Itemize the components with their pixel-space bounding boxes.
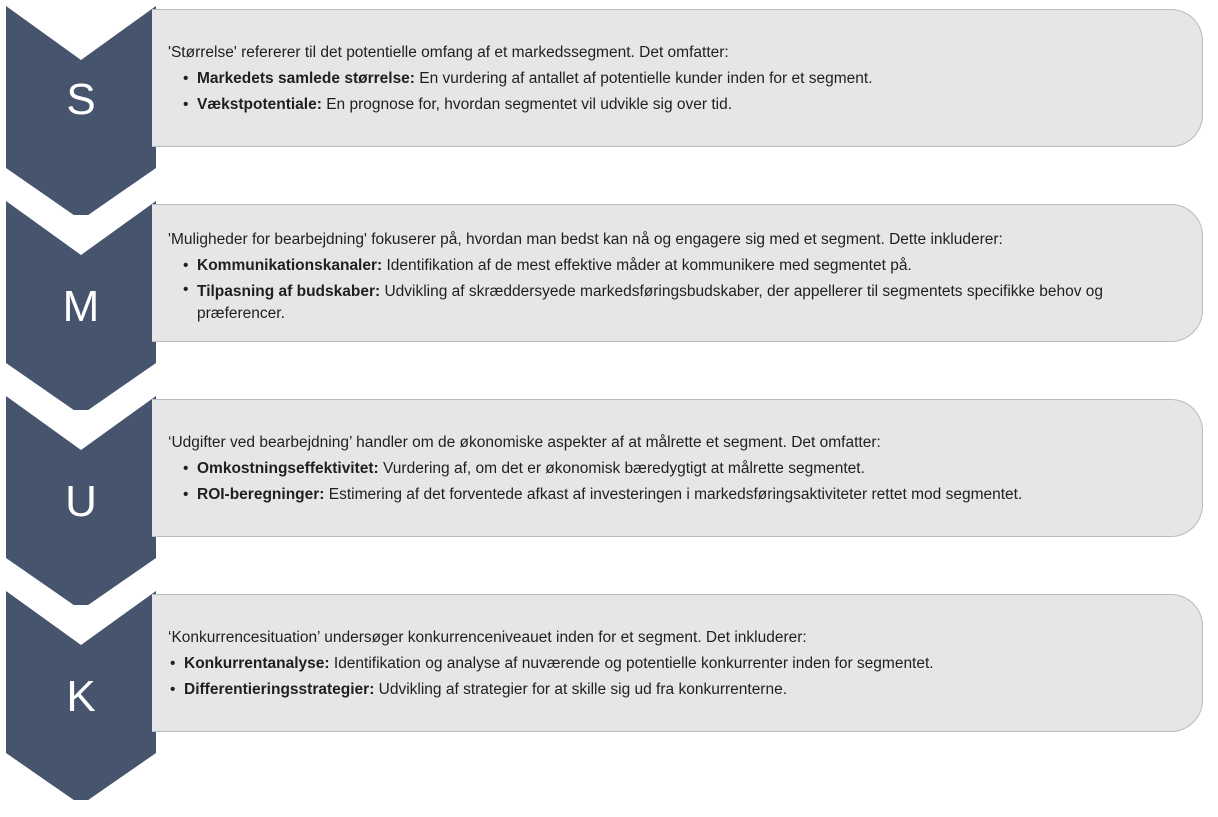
list-item xyxy=(181,253,1166,279)
list-item xyxy=(181,482,1166,508)
point-term: Vækstpotentiale: xyxy=(197,96,322,113)
bullet: • xyxy=(183,281,189,298)
section-intro: 'Størrelse' refererer til det potentielle omfang af et markedssegment. Det omfatter: xyxy=(168,44,729,61)
point-text: Identifikation af de mest effektive måder at kommunikere med segmentet på. xyxy=(382,257,912,274)
description-box xyxy=(152,399,1203,537)
bullet: • xyxy=(183,460,189,477)
section-s xyxy=(0,0,1218,215)
list-item xyxy=(181,456,1166,482)
point-term: Konkurrentanalyse: xyxy=(184,655,330,672)
section-intro: 'Muligheder for bearbejdning' fokuserer på, hvordan man bedst kan nå og engagere sig med et segment. Dette inkluderer: xyxy=(168,231,1003,248)
point-text: En prognose for, hvordan segmentet vil udvikle sig over tid. xyxy=(321,96,733,113)
bullet-list xyxy=(168,651,1166,703)
bullet-list xyxy=(168,66,1166,118)
bullet: • xyxy=(170,681,176,698)
chevron-letter: M xyxy=(62,282,100,331)
list-item xyxy=(168,677,1166,703)
chevron-letter: K xyxy=(66,672,96,721)
list-item xyxy=(181,279,1166,325)
bullet: • xyxy=(183,70,189,87)
description-box xyxy=(152,9,1203,147)
point-term: Differentieringsstrategier: xyxy=(184,681,375,698)
section-u xyxy=(0,390,1218,605)
point-text: Udvikling af skræddersyede markedsføringsbudskaber, der appellerer til segmentets specifikke behov og præferencer. xyxy=(197,283,1104,322)
point-term: ROI-beregninger: xyxy=(197,486,325,503)
section-k xyxy=(0,585,1218,800)
point-term: Kommunikationskanaler: xyxy=(197,257,383,274)
point-term: Omkostningseffektivitet: xyxy=(197,460,379,477)
point-term: Tilpasning af budskaber: xyxy=(197,283,381,300)
point-term: Markedets samlede størrelse: xyxy=(197,70,415,87)
bullet: • xyxy=(183,96,189,113)
point-text: Identifikation og analyse af nuværende og potentielle konkurrenter inden for segmentet. xyxy=(329,655,934,672)
point-text: Vurdering af, om det er økonomisk bæredygtigt at målrette segmentet. xyxy=(378,460,865,477)
chevron-letter: U xyxy=(65,477,97,526)
bullet: • xyxy=(183,257,189,274)
bullet: • xyxy=(170,655,176,672)
bullet-list xyxy=(168,253,1166,325)
section-m xyxy=(0,195,1218,410)
list-item xyxy=(181,92,1166,118)
description-box xyxy=(152,594,1203,732)
list-item xyxy=(181,66,1166,92)
chevron-letter: S xyxy=(66,75,96,124)
description-box xyxy=(152,204,1203,342)
bullet: • xyxy=(183,486,189,503)
point-text: Estimering af det forventede afkast af investeringen i markedsføringsaktiviteter rettet mod segmentet. xyxy=(324,486,1023,503)
section-intro: ‘Udgifter ved bearbejdning’ handler om de økonomiske aspekter af at målrette et segment. Det omfatter: xyxy=(168,434,881,451)
list-item xyxy=(168,651,1166,677)
bullet-list xyxy=(168,456,1166,508)
section-intro: ‘Konkurrencesituation’ undersøger konkurrenceniveauet inden for et segment. Det inkluderer: xyxy=(168,629,807,646)
point-text: En vurdering af antallet af potentielle kunder inden for et segment. xyxy=(414,70,873,87)
point-text: Udvikling af strategier for at skille sig ud fra konkurrenterne. xyxy=(374,681,788,698)
